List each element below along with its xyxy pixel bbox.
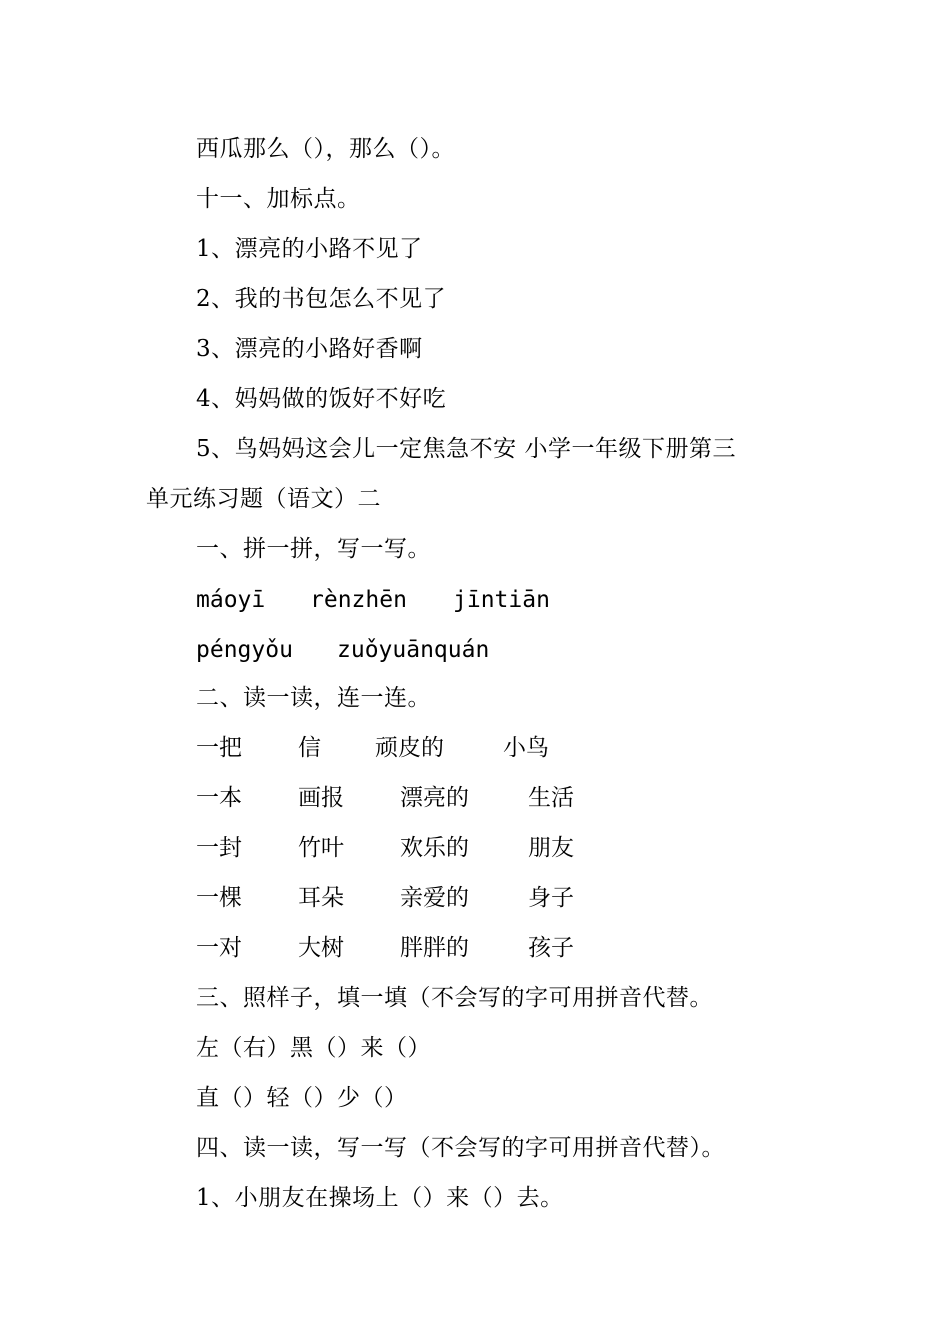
text-line: 3、漂亮的小路好香啊 [196,336,423,362]
pinyin-word: rènzhēn [310,587,407,613]
text-line: 1、漂亮的小路不见了 [196,236,423,262]
match-item: 身子 [528,885,574,911]
match-item: 大树 [298,935,344,961]
section-heading: 一、拼一拼，写一写。 [196,536,431,562]
match-item: 亲爱的 [400,885,469,911]
match-item: 一本 [196,785,242,811]
pinyin-word: zuǒyuānquán [337,637,490,663]
text-line: 1、小朋友在操场上（）来（）去。 [196,1185,564,1211]
section-heading: 二、读一读，连一连。 [196,685,431,711]
match-item: 孩子 [528,935,574,961]
match-item: 一封 [196,835,242,861]
text-line: 左（右）黑（）来（） [196,1035,431,1061]
text-line: 4、妈妈做的饭好不好吃 [196,386,447,412]
match-item: 信 [298,735,321,761]
match-item: 生活 [528,785,574,811]
text-line: 5、鸟妈妈这会儿一定焦急不安 小学一年级下册第三 [196,436,736,462]
match-item: 胖胖的 [400,935,469,961]
match-item: 欢乐的 [400,835,469,861]
section-heading: 四、读一读，写一写（不会写的字可用拼音代替）。 [196,1135,725,1161]
match-item: 一棵 [196,885,242,911]
match-item: 耳朵 [298,885,344,911]
match-item: 顽皮的 [375,735,444,761]
pinyin-word: péngyǒu [196,637,293,663]
text-line: 2、我的书包怎么不见了 [196,286,447,312]
section-heading: 三、照样子，填一填（不会写的字可用拼音代替。 [196,985,713,1011]
text-line: 西瓜那么（），那么（）。 [196,136,455,162]
pinyin-word: máoyī [196,587,266,613]
match-item: 漂亮的 [400,785,469,811]
match-item: 朋友 [528,835,574,861]
match-item: 竹叶 [298,835,344,861]
pinyin-word: jīntiān [453,587,550,613]
match-item: 小鸟 [503,735,549,761]
match-item: 一对 [196,935,242,961]
match-item: 一把 [196,735,242,761]
text-line: 直（）轻（）少（） [196,1085,408,1111]
match-item: 画报 [298,785,344,811]
text-line: 单元练习题（语文）二 [146,486,381,512]
section-heading: 十一、加标点。 [196,186,361,212]
